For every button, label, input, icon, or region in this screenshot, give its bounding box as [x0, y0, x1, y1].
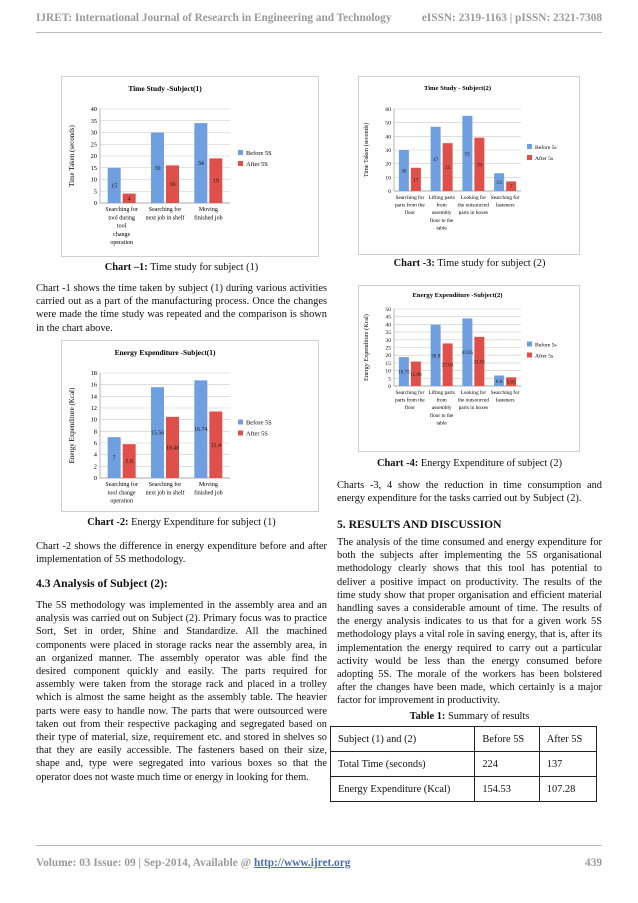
- category-label: Searching for: [490, 390, 520, 396]
- journal-issn: eISSN: 2319-1163 | pISSN: 2321-7308: [421, 12, 602, 24]
- category-label: table: [436, 420, 447, 427]
- chart-3: [359, 77, 579, 254]
- legend-label: Before 5S: [246, 150, 272, 157]
- category-label: tool during: [108, 215, 135, 222]
- data-label: 30: [154, 165, 161, 172]
- category-label: Searching for: [105, 482, 138, 488]
- table-header-cell: After 5S: [539, 727, 596, 752]
- table-cell: 224: [475, 752, 539, 777]
- category-label: floor to the: [429, 412, 454, 419]
- legend-label: After 5S: [246, 430, 268, 438]
- data-label: 13: [496, 180, 502, 187]
- category-label: Searching for: [148, 482, 182, 488]
- data-label: 27.63: [441, 362, 454, 369]
- chart-1: [62, 77, 318, 256]
- category-label: operation: [110, 498, 134, 505]
- legend-swatch: [238, 150, 243, 155]
- y-tick-label: 20: [90, 153, 97, 160]
- footer-link[interactable]: http://www.ijret.org: [253, 857, 351, 869]
- category-label: Looking for: [460, 390, 487, 396]
- y-tick-label: 50: [385, 307, 391, 313]
- results-table: [330, 726, 597, 802]
- category-label: Looking for: [460, 195, 487, 201]
- table-1-caption: [337, 711, 602, 722]
- legend-swatch: [238, 420, 243, 425]
- category-label: floor: [404, 405, 416, 412]
- data-label: 15: [111, 183, 118, 190]
- y-tick-label: 16: [90, 381, 97, 389]
- legend-swatch: [527, 342, 532, 347]
- table-cell: Energy Expenditure (Kcal): [331, 777, 475, 802]
- category-label: Lifting parts: [428, 390, 455, 396]
- table-cell: 137: [539, 752, 596, 777]
- y-tick-label: 8: [93, 428, 97, 436]
- category-label: floor to the: [429, 217, 454, 224]
- chart-4-caption: [337, 458, 602, 469]
- legend-swatch: [527, 353, 532, 358]
- y-tick-label: 5: [93, 188, 97, 196]
- page-number: 439: [585, 857, 602, 869]
- y-tick-label: 35: [90, 117, 97, 125]
- data-label: 35: [445, 165, 451, 172]
- legend-label: After 5s: [535, 156, 554, 162]
- y-tick-label: 14: [90, 393, 97, 401]
- chart-2-caption-label: Chart -2:: [87, 517, 129, 528]
- y-tick-label: 10: [385, 368, 391, 375]
- chart-3-frame: [358, 76, 580, 255]
- y-tick-label: 40: [385, 322, 391, 329]
- data-label: 39: [476, 162, 482, 169]
- category-label: floor: [404, 210, 416, 217]
- y-tick-label: 5: [388, 376, 391, 383]
- chart-title: Energy Expenditure -Subject(2): [412, 292, 503, 299]
- data-label: 18.75: [398, 369, 410, 376]
- category-label: Searching for: [105, 207, 138, 213]
- paragraph-chart1: Chart -1 shows the time taken by subject (1) during various activities carried out as a part of the manufacturing process. Once the changes were made the time study was repeated and the comparison is shown in the chart above.: [36, 283, 327, 334]
- data-label: 19: [212, 178, 219, 185]
- data-label: 15.56: [150, 430, 165, 437]
- journal-header: [36, 12, 602, 24]
- data-label: 30: [401, 168, 407, 175]
- chart-2-caption-text: Energy Expenditure for subject (1): [128, 517, 276, 528]
- table-header-cell: Subject (1) and (2): [331, 727, 475, 752]
- table-cell: Total Time (seconds): [331, 752, 475, 777]
- section-heading-5: 5. RESULTS AND DISCUSSION: [337, 518, 502, 531]
- chart-4-caption-label: Chart -4:: [376, 458, 419, 469]
- category-label: the outsourced: [457, 202, 489, 209]
- y-tick-label: 35: [385, 330, 391, 337]
- chart-title: Time Study -Subject(1): [128, 84, 202, 93]
- y-tick-label: 10: [90, 176, 97, 184]
- data-label: 7: [112, 455, 116, 462]
- legend-label: Before 5s: [535, 342, 557, 349]
- y-tick-label: 30: [90, 129, 97, 137]
- chart-1-caption-text: Time study for subject (1): [147, 262, 259, 273]
- data-label: 16: [169, 182, 176, 189]
- y-tick-label: 25: [385, 345, 391, 352]
- category-label: from: [436, 397, 447, 404]
- y-tick-label: 30: [385, 148, 391, 154]
- y-tick-label: 0: [388, 384, 391, 390]
- table-cell: 107.28: [539, 777, 596, 802]
- page-footer: [36, 857, 602, 869]
- legend-label: After 5S: [246, 161, 268, 168]
- y-tick-label: 10: [385, 175, 391, 182]
- legend-swatch: [527, 155, 532, 160]
- y-tick-label: 10: [90, 416, 97, 424]
- y-tick-label: 30: [385, 337, 391, 344]
- category-label: Moving: [198, 207, 218, 213]
- y-tick-label: 18: [90, 370, 97, 377]
- chart-4: [359, 286, 579, 451]
- category-label: table: [436, 225, 447, 232]
- table-cell: 154.53: [475, 777, 539, 802]
- table-1-caption-text: Summary of results: [445, 711, 530, 722]
- category-label: tool change: [107, 490, 136, 497]
- y-axis-label: Energy Expenditure (Kcal): [68, 387, 76, 464]
- category-label: operation: [110, 240, 134, 247]
- data-label: 31.91: [473, 359, 486, 366]
- category-label: parts from the: [395, 202, 425, 209]
- category-label: finished job: [194, 215, 223, 222]
- data-label: 4: [127, 196, 131, 203]
- data-label: 43.85: [461, 350, 474, 357]
- y-axis-label: Energy Expenditure (Kcal): [363, 314, 370, 381]
- data-label: 6.8: [495, 378, 503, 385]
- y-tick-label: 12: [90, 405, 97, 412]
- data-label: 15.88: [410, 371, 422, 378]
- y-tick-label: 25: [90, 141, 97, 149]
- data-label: 5.8: [125, 459, 133, 466]
- category-label: Moving: [198, 482, 218, 488]
- legend-label: After 5s: [535, 353, 554, 360]
- data-label: 55: [464, 151, 470, 158]
- category-label: Searching for: [395, 195, 425, 201]
- category-label: from: [436, 202, 447, 209]
- header-rule: [36, 32, 602, 33]
- category-label: Searching for: [148, 207, 182, 213]
- chart-3-caption-label: Chart -3:: [393, 258, 435, 269]
- data-label: 34: [197, 161, 204, 168]
- y-tick-label: 40: [90, 106, 97, 113]
- y-tick-label: 0: [93, 475, 97, 482]
- category-label: Searching for: [395, 390, 425, 396]
- paragraph-charts34: Charts -3, 4 show the reduction in time consumption and energy expenditure for the tasks carried out by Subject (2).: [337, 480, 602, 505]
- category-label: assembly: [431, 210, 452, 217]
- table-row: [331, 777, 597, 802]
- category-label: change: [113, 231, 131, 238]
- chart-1-caption-label: Chart –1:: [104, 262, 148, 273]
- chart-4-caption-text: Energy Expenditure of subject (2): [418, 458, 563, 469]
- section-heading-4-3: 4.3 Analysis of Subject (2):: [36, 577, 168, 590]
- data-label: 47: [433, 156, 439, 163]
- y-tick-label: 2: [93, 463, 97, 471]
- y-tick-label: 50: [385, 120, 391, 127]
- y-tick-label: 6: [93, 440, 97, 447]
- legend-swatch: [238, 161, 243, 166]
- y-tick-label: 20: [385, 161, 391, 168]
- category-label: Lifting parts: [428, 195, 455, 201]
- y-tick-label: 0: [388, 189, 391, 195]
- chart-2: [62, 341, 318, 511]
- table-row: [331, 752, 597, 777]
- footer-rule: [36, 845, 602, 846]
- category-label: next job in shelf: [145, 215, 185, 222]
- category-label: parts in boxes: [458, 405, 489, 412]
- chart-title: Energy Expenditure -Subject(1): [114, 348, 216, 357]
- y-tick-label: 20: [385, 353, 391, 360]
- category-label: next job in shelf: [145, 490, 185, 497]
- category-label: fasteners: [495, 397, 515, 404]
- category-label: the outsourced: [457, 397, 489, 404]
- chart-4-frame: [358, 285, 580, 452]
- data-label: 11.4: [210, 442, 221, 449]
- y-tick-label: 15: [90, 164, 97, 172]
- data-label: 7: [509, 184, 513, 191]
- table-header-row: [331, 727, 597, 752]
- category-label: tool: [116, 223, 127, 230]
- category-label: parts in boxes: [458, 210, 489, 217]
- legend-swatch: [527, 144, 532, 149]
- legend-label: Before 5S: [246, 419, 272, 427]
- paragraph-results: The analysis of the time consumed and energy expenditure for both the subjects after implementing the 5S organisational methodology clearly shows that this tool has potential to deliver a positive impact on productivity. The results of the time study show that proper organisation and efficient material handling saves a considerable amount of time. The results of the energy analysis indicates to us that for a given work 5S methodology plays a vital role in saving energy, that is, after its implementation the energy required to carry out a particular activity would be less than the energy consumed before adopting 5S. The morale of the workers has been bolstered after the changes have been made, which certainly is a major factor for improvement in productivity.: [337, 537, 602, 707]
- paragraph-chart2: Chart -2 shows the difference in energy expenditure before and after implementation of 5S methodology.: [36, 541, 327, 566]
- y-tick-label: 4: [93, 451, 97, 459]
- legend-label: Before 5s: [535, 145, 557, 151]
- data-label: 10.48: [165, 445, 180, 452]
- category-label: fasteners: [495, 202, 515, 209]
- category-label: finished job: [194, 490, 223, 497]
- journal-title: IJRET: International Journal of Research in Engineering and Technology: [36, 12, 392, 24]
- category-label: Searching for: [490, 195, 520, 201]
- data-label: 16.74: [194, 427, 208, 434]
- y-axis-label: Time Taken (seconds): [363, 122, 370, 178]
- chart-2-frame: [61, 340, 319, 512]
- table-header-cell: Before 5S: [475, 727, 539, 752]
- paragraph-subject2: The 5S methodology was implemented in the assembly area and an analysis was carried out on Subject (2). Primary focus was to practice Sort, Set in order, Shine and Standardize. All the machined components were placed in storage racks near the assembly area, in an organized manner. The assembly operator was able find the desired component quickly and easily. The parts required for assembly were taken from the storage rack and placed in a trolley which is almost the same height as the assembly table. The heavier parts were easy to handle now. The parts that were outsourced were taken out from their respective packaging and segregated based on their type of material, size, requirement etc. and stored in shelves so that they are easily accessible. The fasteners based on their size, shape and, type were segregated into various boxes so that the operator does not waste much time or energy in looking for them.: [36, 600, 327, 783]
- y-axis-label: Time Taken (seconds): [68, 125, 76, 187]
- chart-2-caption: [36, 517, 327, 528]
- category-label: assembly: [431, 405, 452, 412]
- chart-1-frame: [61, 76, 319, 257]
- chart-title: Time Study - Subject(2): [423, 85, 492, 92]
- chart-3-caption: [337, 258, 602, 269]
- table-1-caption-label: Table 1:: [409, 711, 446, 722]
- data-label: 17: [413, 177, 419, 184]
- data-label: 5.65: [506, 379, 516, 386]
- chart-1-caption: [36, 262, 327, 273]
- y-tick-label: 15: [385, 360, 391, 367]
- footer-volume: Volume: 03 Issue: 09 | Sep-2014, Available @: [36, 857, 254, 869]
- y-tick-label: 45: [385, 314, 391, 321]
- data-label: 39.8: [431, 353, 441, 360]
- legend-swatch: [238, 431, 243, 436]
- y-tick-label: 0: [93, 200, 97, 207]
- category-label: parts from the: [395, 397, 425, 404]
- y-tick-label: 40: [385, 134, 391, 141]
- y-tick-label: 60: [385, 107, 391, 113]
- chart-3-caption-text: Time study for subject (2): [434, 258, 546, 269]
